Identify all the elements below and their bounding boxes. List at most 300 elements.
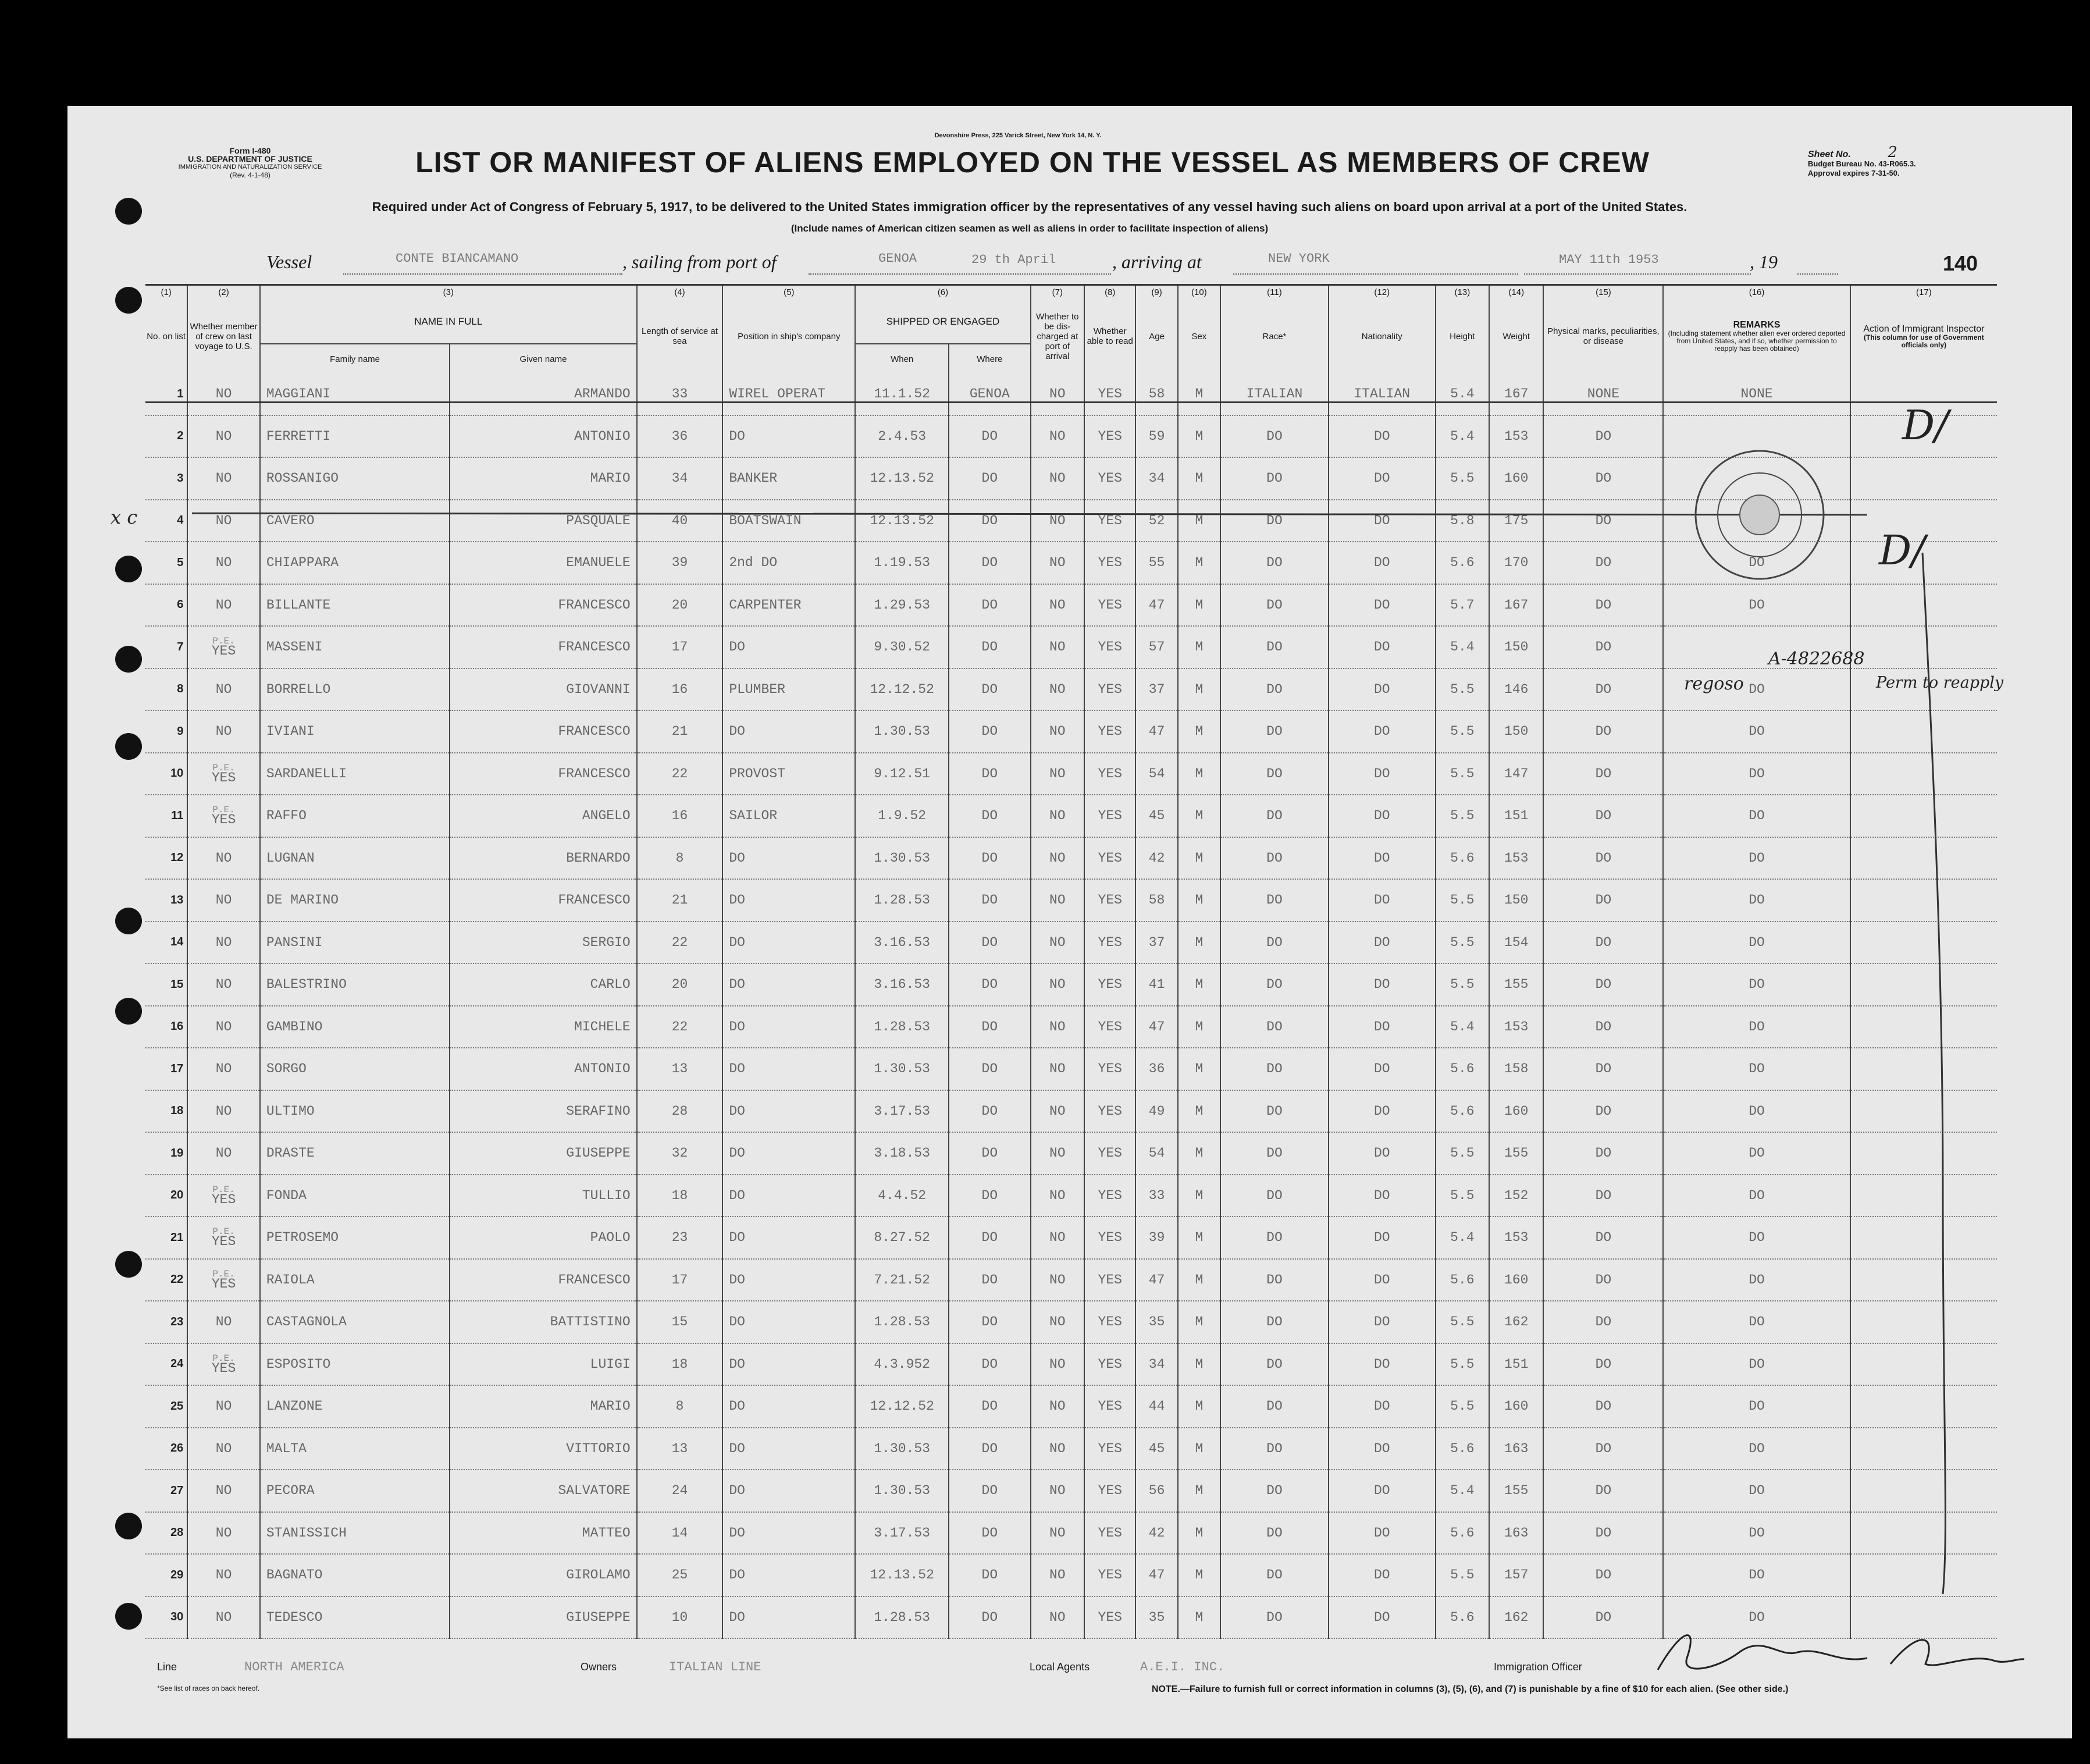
weight-cell: 152 <box>1489 1175 1543 1217</box>
table-row <box>145 1512 1997 1555</box>
sex-cell: M <box>1178 1259 1220 1301</box>
crew-last-voyage-cell <box>187 1554 260 1596</box>
race-cell: DO <box>1220 415 1329 458</box>
height-cell: 5.5 <box>1436 1175 1489 1217</box>
position-cell: DO <box>722 1217 855 1259</box>
shipped-where-cell: DO <box>949 1259 1031 1301</box>
length-of-service-cell: 13 <box>637 1428 723 1470</box>
race-cell: DO <box>1220 1175 1329 1217</box>
age-cell: 54 <box>1135 1132 1177 1175</box>
length-of-service-cell: 22 <box>637 1006 723 1048</box>
physical-marks-cell: DO <box>1543 795 1663 837</box>
weight-cell: 147 <box>1489 753 1543 795</box>
colnum-2: (2) <box>187 285 260 299</box>
discharged-cell: NO <box>1031 626 1084 668</box>
owners-value: ITALIAN LINE <box>669 1660 761 1674</box>
crew-last-voyage-cell <box>187 457 260 500</box>
colnum-6: (6) <box>855 285 1030 299</box>
able-to-read-cell: YES <box>1084 374 1135 415</box>
row-number-cell: 12 <box>145 837 187 880</box>
discharged-cell: NO <box>1031 837 1084 880</box>
nationality-cell: DO <box>1329 1175 1436 1217</box>
shipped-when-cell: 3.18.53 <box>855 1132 949 1175</box>
weight-cell: 163 <box>1489 1428 1543 1470</box>
able-to-read-cell: YES <box>1084 1090 1135 1133</box>
crew-value: NO <box>215 724 232 739</box>
weight-cell: 163 <box>1489 1512 1543 1555</box>
arrival-port: NEW YORK <box>1268 251 1330 266</box>
table-row <box>145 1259 1997 1301</box>
sheet-number: 2 <box>1888 144 1897 161</box>
family-name-cell: BILLANTE <box>260 584 450 627</box>
crew-value: NO <box>215 850 232 866</box>
able-to-read-cell: YES <box>1084 1512 1135 1555</box>
inspector-mark-row4: D/ <box>1879 527 1925 574</box>
able-to-read-cell: YES <box>1084 1343 1135 1386</box>
shipped-when-cell: 1.30.53 <box>855 1048 949 1090</box>
discharged-cell: NO <box>1031 542 1084 584</box>
sex-cell: M <box>1178 626 1220 668</box>
length-of-service-cell: 36 <box>637 415 723 458</box>
approval-expiry: Approval expires 7-31-50. <box>1808 169 1900 177</box>
remarks-cell: DO <box>1663 922 1850 964</box>
height-cell: 5.5 <box>1436 753 1489 795</box>
able-to-read-cell: YES <box>1084 1385 1135 1428</box>
race-cell: DO <box>1220 500 1329 542</box>
shipped-when-cell: 4.3.952 <box>855 1343 949 1386</box>
age-cell: 39 <box>1135 1217 1177 1259</box>
crew-value: YES <box>211 1234 236 1250</box>
colnum-9: (9) <box>1135 285 1177 299</box>
crew-last-voyage-cell <box>187 1132 260 1175</box>
weight-cell: 150 <box>1489 710 1543 753</box>
row-number-cell: 26 <box>145 1428 187 1470</box>
physical-marks-cell: DO <box>1543 1554 1663 1596</box>
colnum-8: (8) <box>1084 285 1135 299</box>
height-cell: 5.5 <box>1436 963 1489 1006</box>
physical-marks-cell: DO <box>1543 1301 1663 1343</box>
colnum-13: (13) <box>1436 285 1489 299</box>
family-name-cell: BALESTRINO <box>260 963 450 1006</box>
family-name-cell: CHIAPPARA <box>260 542 450 584</box>
crew-value: NO <box>215 1483 232 1499</box>
colnum-1: (1) <box>161 287 172 297</box>
table-row <box>145 1343 1997 1386</box>
discharged-cell: NO <box>1031 1132 1084 1175</box>
shipped-when-cell: 9.30.52 <box>855 626 949 668</box>
sheet-label: Sheet No. <box>1808 150 1851 159</box>
position-cell: DO <box>722 626 855 668</box>
race-cell: DO <box>1220 1048 1329 1090</box>
remarks-cell: NONE <box>1663 374 1850 415</box>
race-cell: DO <box>1220 710 1329 753</box>
pe-mark: P.E. <box>212 1184 235 1195</box>
family-name-cell: BAGNATO <box>260 1554 450 1596</box>
discharged-cell: NO <box>1031 1259 1084 1301</box>
department: U.S. DEPARTMENT OF JUSTICE <box>188 154 312 163</box>
crew-value: NO <box>215 386 232 402</box>
age-cell: 42 <box>1135 837 1177 880</box>
consulate-stamp <box>1687 442 1832 588</box>
height-cell: 5.5 <box>1436 1343 1489 1386</box>
nationality-cell: DO <box>1329 837 1436 880</box>
length-of-service-cell: 21 <box>637 710 723 753</box>
binder-hole <box>115 198 142 225</box>
given-name-cell: GIUSEPPE <box>450 1596 636 1639</box>
remarks-cell: DO <box>1663 1428 1850 1470</box>
sex-cell: M <box>1178 710 1220 753</box>
crew-last-voyage-cell <box>187 1596 260 1639</box>
physical-marks-cell: DO <box>1543 1090 1663 1133</box>
shipped-where-cell: DO <box>949 1470 1031 1512</box>
crew-last-voyage-cell <box>187 500 260 542</box>
height-cell: 5.4 <box>1436 626 1489 668</box>
able-to-read-cell: YES <box>1084 1006 1135 1048</box>
remarks-cell: DO <box>1663 837 1850 880</box>
position-cell: DO <box>722 1048 855 1090</box>
colnum-12: (12) <box>1329 285 1436 299</box>
remarks-cell: DO <box>1663 1385 1850 1428</box>
nationality-cell: DO <box>1329 1301 1436 1343</box>
race-cell: DO <box>1220 1259 1329 1301</box>
row-number-cell: 25 <box>145 1385 187 1428</box>
crew-last-voyage-cell <box>187 1217 260 1259</box>
nationality-cell: DO <box>1329 1385 1436 1428</box>
age-cell: 35 <box>1135 1596 1177 1639</box>
given-name-cell: FRANCESCO <box>450 879 636 922</box>
shipped-when-cell: 1.28.53 <box>855 1006 949 1048</box>
crew-last-voyage-cell <box>187 1301 260 1343</box>
able-to-read-cell: YES <box>1084 1132 1135 1175</box>
height-cell: 5.5 <box>1436 795 1489 837</box>
crew-last-voyage-cell <box>187 753 260 795</box>
remarks-cell: DO <box>1663 1132 1850 1175</box>
include-note: (Include names of American citizen seamen as well as aliens in order to facilitate inspection of aliens) <box>791 223 1269 234</box>
nationality-cell: DO <box>1329 500 1436 542</box>
revision: (Rev. 4-1-48) <box>230 171 270 179</box>
binder-hole <box>115 908 142 934</box>
length-of-service-cell: 22 <box>637 922 723 964</box>
table-row <box>145 879 1997 922</box>
row-number-cell: 18 <box>145 1090 187 1133</box>
height-cell: 5.4 <box>1436 1006 1489 1048</box>
date-rule <box>1524 273 1751 275</box>
table-row <box>145 1470 1997 1512</box>
physical-marks-cell: DO <box>1543 1385 1663 1428</box>
race-cell: DO <box>1220 457 1329 500</box>
nationality-cell: DO <box>1329 795 1436 837</box>
row-number-cell: 23 <box>145 1301 187 1343</box>
physical-marks-cell: DO <box>1543 710 1663 753</box>
age-cell: 34 <box>1135 1343 1177 1386</box>
nationality-cell: DO <box>1329 626 1436 668</box>
family-name-cell: SORGO <box>260 1048 450 1090</box>
physical-marks-cell: DO <box>1543 837 1663 880</box>
sex-cell: M <box>1178 1175 1220 1217</box>
row-number-cell: 22 <box>145 1259 187 1301</box>
height-cell: 5.5 <box>1436 1132 1489 1175</box>
physical-marks-cell: DO <box>1543 542 1663 584</box>
age-cell: 59 <box>1135 415 1177 458</box>
discharged-cell: NO <box>1031 879 1084 922</box>
binder-hole <box>115 646 142 673</box>
shipped-where-cell: DO <box>949 584 1031 627</box>
shipped-where-cell: DO <box>949 626 1031 668</box>
header-family-name: Family name <box>260 344 450 374</box>
nationality-cell: DO <box>1329 1343 1436 1386</box>
race-cell: DO <box>1220 1554 1329 1596</box>
crew-last-voyage-cell <box>187 1385 260 1428</box>
nationality-cell: DO <box>1329 542 1436 584</box>
departure-port: GENOA <box>878 251 917 266</box>
header-name-in-full: NAME IN FULL <box>260 299 637 344</box>
crew-last-voyage-cell <box>187 1428 260 1470</box>
given-name-cell: ANTONIO <box>450 1048 636 1090</box>
table-row <box>145 1048 1997 1090</box>
weight-cell: 162 <box>1489 1596 1543 1639</box>
crew-value: NO <box>215 1061 232 1077</box>
family-name-cell: ESPOSITO <box>260 1343 450 1386</box>
pe-mark: P.E. <box>212 636 235 647</box>
age-cell: 52 <box>1135 500 1177 542</box>
discharged-cell: NO <box>1031 500 1084 542</box>
family-name-cell: PECORA <box>260 1470 450 1512</box>
row-number-cell: 2 <box>145 415 187 458</box>
family-name-cell: CASTAGNOLA <box>260 1301 450 1343</box>
able-to-read-cell: YES <box>1084 542 1135 584</box>
length-of-service-cell: 18 <box>637 1175 723 1217</box>
race-cell: DO <box>1220 753 1329 795</box>
discharged-cell: NO <box>1031 753 1084 795</box>
height-cell: 5.6 <box>1436 1596 1489 1639</box>
binder-hole <box>115 1251 142 1278</box>
physical-marks-cell: DO <box>1543 1048 1663 1090</box>
position-cell: DO <box>722 1259 855 1301</box>
remarks-cell: DO <box>1663 1512 1850 1555</box>
discharged-cell: NO <box>1031 1048 1084 1090</box>
weight-cell: 151 <box>1489 1343 1543 1386</box>
shipped-when-cell: 3.16.53 <box>855 922 949 964</box>
form-number: Form I-480 <box>229 146 271 155</box>
length-of-service-cell: 20 <box>637 584 723 627</box>
crew-value: NO <box>215 1146 232 1161</box>
row-number-cell: 29 <box>145 1554 187 1596</box>
race-cell: DO <box>1220 1428 1329 1470</box>
sailing-date: 29 th April <box>971 252 1056 267</box>
action-title: Action of Immigrant Inspector <box>1863 323 1985 334</box>
length-of-service-cell: 34 <box>637 457 723 500</box>
act-statement: Required under Act of Congress of February 5, 1917, to be delivered to the United States immigration officer by the representatives of any vessel having such aliens on board upon arrival at a port of the United States. <box>372 200 1687 214</box>
height-cell: 5.4 <box>1436 1470 1489 1512</box>
remarks-cell: DO <box>1663 584 1850 627</box>
length-of-service-cell: 16 <box>637 668 723 711</box>
able-to-read-cell: YES <box>1084 668 1135 711</box>
crew-value: YES <box>211 1360 236 1376</box>
shipped-where-cell: DO <box>949 500 1031 542</box>
given-name-cell: CARLO <box>450 963 636 1006</box>
table-row <box>145 1428 1997 1470</box>
position-cell: BANKER <box>722 457 855 500</box>
family-name-cell: BORRELLO <box>260 668 450 711</box>
discharged-cell: NO <box>1031 1090 1084 1133</box>
race-cell: DO <box>1220 795 1329 837</box>
nationality-cell: DO <box>1329 922 1436 964</box>
table-row <box>145 753 1997 795</box>
crew-value: NO <box>215 513 232 528</box>
discharged-cell: NO <box>1031 457 1084 500</box>
shipped-where-cell: DO <box>949 1512 1031 1555</box>
given-name-cell: SERGIO <box>450 922 636 964</box>
crew-last-voyage-cell <box>187 668 260 711</box>
vessel-label: Vessel <box>266 251 312 272</box>
crew-value: NO <box>215 977 232 993</box>
given-name-cell: BATTISTINO <box>450 1301 636 1343</box>
row-number-cell: 6 <box>145 584 187 627</box>
age-cell: 37 <box>1135 922 1177 964</box>
given-name-cell: SALVATORE <box>450 1470 636 1512</box>
weight-cell: 146 <box>1489 668 1543 711</box>
remarks-cell: DO <box>1663 1554 1850 1596</box>
physical-marks-cell: DO <box>1543 1596 1663 1639</box>
table-row <box>145 1006 1997 1048</box>
discharged-cell: NO <box>1031 1343 1084 1386</box>
able-to-read-cell: YES <box>1084 963 1135 1006</box>
family-name-cell: LANZONE <box>260 1385 450 1428</box>
shipped-when-cell: 1.28.53 <box>855 1301 949 1343</box>
race-cell: DO <box>1220 1090 1329 1133</box>
owners-label: Owners <box>581 1661 617 1673</box>
service: IMMIGRATION AND NATURALIZATION SERVICE <box>178 163 322 170</box>
position-cell: DO <box>722 1385 855 1428</box>
position-cell: DO <box>722 1596 855 1639</box>
weight-cell: 153 <box>1489 1217 1543 1259</box>
physical-marks-cell: DO <box>1543 500 1663 542</box>
shipped-where-cell: DO <box>949 710 1031 753</box>
given-name-cell: EMANUELE <box>450 542 636 584</box>
crew-last-voyage-cell <box>187 922 260 964</box>
physical-marks-cell: DO <box>1543 1512 1663 1555</box>
crew-last-voyage-cell <box>187 1006 260 1048</box>
able-to-read-cell: YES <box>1084 1470 1135 1512</box>
length-of-service-cell: 18 <box>637 1343 723 1386</box>
remarks-cell: DO <box>1663 1006 1850 1048</box>
colnum-3: (3) <box>260 285 637 299</box>
able-to-read-cell: YES <box>1084 837 1135 880</box>
crew-value: NO <box>215 555 232 571</box>
able-to-read-cell: YES <box>1084 1175 1135 1217</box>
family-name-cell: LUGNAN <box>260 837 450 880</box>
shipped-where-cell: DO <box>949 1006 1031 1048</box>
family-name-cell: CAVERO <box>260 500 450 542</box>
shipped-when-cell: 1.28.53 <box>855 1596 949 1639</box>
row-number-cell: 27 <box>145 1470 187 1512</box>
sex-cell: M <box>1178 1090 1220 1133</box>
given-name-cell: FRANCESCO <box>450 710 636 753</box>
age-cell: 34 <box>1135 457 1177 500</box>
position-cell: PROVOST <box>722 753 855 795</box>
given-name-cell: MARIO <box>450 457 636 500</box>
table-row <box>145 374 1997 415</box>
sex-cell: M <box>1178 1470 1220 1512</box>
age-cell: 47 <box>1135 584 1177 627</box>
table-row <box>145 922 1997 964</box>
remarks-cell: DO <box>1663 1343 1850 1386</box>
height-cell: 5.5 <box>1436 1554 1489 1596</box>
sex-cell: M <box>1178 1428 1220 1470</box>
crew-value: NO <box>215 681 232 697</box>
height-cell: 5.6 <box>1436 1090 1489 1133</box>
length-of-service-cell: 23 <box>637 1217 723 1259</box>
weight-cell: 160 <box>1489 457 1543 500</box>
sex-cell: M <box>1178 374 1220 415</box>
sex-cell: M <box>1178 837 1220 880</box>
race-cell: DO <box>1220 879 1329 922</box>
crew-value: YES <box>211 1276 236 1292</box>
given-name-cell: MICHELE <box>450 1006 636 1048</box>
position-cell: 2nd DO <box>722 542 855 584</box>
shipped-when-cell: 3.17.53 <box>855 1512 949 1555</box>
remarks-cell: DO <box>1663 879 1850 922</box>
given-name-cell: MARIO <box>450 1385 636 1428</box>
age-cell: 54 <box>1135 753 1177 795</box>
sex-cell: M <box>1178 1512 1220 1555</box>
age-cell: 45 <box>1135 795 1177 837</box>
able-to-read-cell: YES <box>1084 710 1135 753</box>
shipped-when-cell: 12.12.52 <box>855 1385 949 1428</box>
family-name-cell: FONDA <box>260 1175 450 1217</box>
row-number-cell: 15 <box>145 963 187 1006</box>
header-shipped-engaged: SHIPPED OR ENGAGED <box>855 299 1030 344</box>
weight-cell: 167 <box>1489 374 1543 415</box>
row-number-cell: 20 <box>145 1175 187 1217</box>
pe-mark: P.E. <box>212 1226 235 1237</box>
position-cell: DO <box>722 879 855 922</box>
pe-mark: P.E. <box>212 805 235 816</box>
height-cell: 5.7 <box>1436 584 1489 627</box>
crew-value: NO <box>215 892 232 908</box>
shipped-where-cell: DO <box>949 1596 1031 1639</box>
crew-last-voyage-cell <box>187 879 260 922</box>
sex-cell: M <box>1178 415 1220 458</box>
nationality-cell: DO <box>1329 584 1436 627</box>
shipped-when-cell: 9.12.51 <box>855 753 949 795</box>
nationality-cell: DO <box>1329 1470 1436 1512</box>
able-to-read-cell: YES <box>1084 500 1135 542</box>
given-name-cell: FRANCESCO <box>450 584 636 627</box>
height-cell: 5.4 <box>1436 374 1489 415</box>
nationality-cell: DO <box>1329 710 1436 753</box>
remarks-cell: DO <box>1663 668 1850 711</box>
family-name-cell: RAIOLA <box>260 1259 450 1301</box>
weight-cell: 154 <box>1489 922 1543 964</box>
discharged-cell: NO <box>1031 1470 1084 1512</box>
row-number-cell: 21 <box>145 1217 187 1259</box>
arrival-date: MAY 11th 1953 <box>1559 252 1659 267</box>
crew-value: NO <box>215 1103 232 1119</box>
family-name-cell: SARDANELLI <box>260 753 450 795</box>
able-to-read-cell: YES <box>1084 1301 1135 1343</box>
discharged-cell: NO <box>1031 1596 1084 1639</box>
position-cell: SAILOR <box>722 795 855 837</box>
height-cell: 5.5 <box>1436 922 1489 964</box>
discharged-cell: NO <box>1031 1006 1084 1048</box>
line-value: NORTH AMERICA <box>244 1660 344 1674</box>
position-cell: DO <box>722 837 855 880</box>
physical-marks-cell: DO <box>1543 1470 1663 1512</box>
officer-label: Immigration Officer <box>1494 1661 1582 1673</box>
nationality-cell: DO <box>1329 963 1436 1006</box>
race-cell: DO <box>1220 837 1329 880</box>
